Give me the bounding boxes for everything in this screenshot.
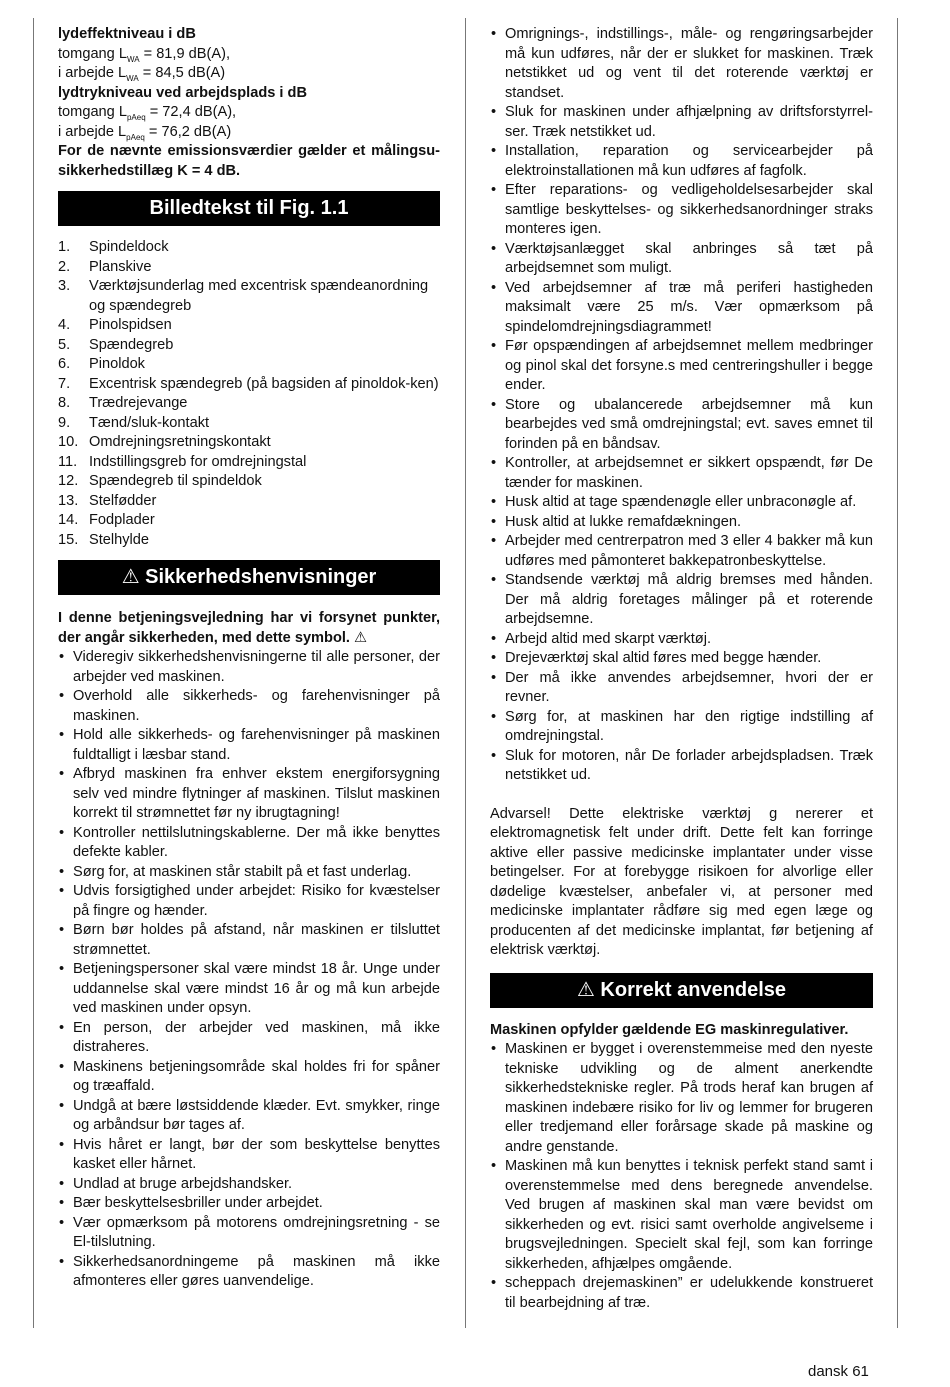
warning-triangle-icon: ⚠	[576, 978, 595, 1001]
caption-item-number: 3.	[58, 278, 71, 294]
caption-item-number: 9.	[58, 414, 71, 431]
safety-item: • Drejeværktøj skal altid føres med begge hænder.	[490, 649, 873, 669]
caption-item-number: 7.	[58, 375, 71, 392]
safety-item: • Maskinens betjeningsområde skal holdes fri for spåner og træaffald.	[58, 1058, 440, 1097]
caption-item	[58, 531, 440, 551]
caption-list	[58, 238, 440, 550]
caption-item	[58, 258, 440, 278]
safety-intro: I denne betjeningsvejledning har vi forsynet punkter, der angår sikkerheden, med dette symbol. ⚠	[58, 610, 440, 646]
caption-item-text: Planskive	[89, 258, 152, 275]
safety-item: • Kontroller, at arbejdsemnet er sikkert opspændt, før De tænder for maskinen.	[490, 454, 873, 493]
left-margin-rule	[33, 18, 34, 1328]
caption-heading: Billedtekst til Fig. 1.1	[58, 191, 440, 226]
usage-list	[490, 1040, 873, 1313]
caption-item-number: 11.	[58, 453, 78, 470]
safety-list-left	[58, 648, 440, 1292]
safety-item: • Udvis forsigtighed under arbejdet: Risiko for kvæstelser på fingre og hænder.	[58, 882, 440, 921]
right-column	[490, 25, 873, 1313]
caption-item	[58, 414, 440, 434]
caption-item-number: 6.	[58, 356, 71, 372]
caption-item-number: 5.	[58, 336, 71, 353]
caption-item-text: Spændegreb til spindeldok	[89, 473, 262, 489]
caption-item	[58, 453, 440, 473]
sound-pressure-heading: lydtrykniveau ved arbejdsplads i dB	[58, 84, 307, 101]
caption-item-number: 15.	[58, 531, 79, 548]
safety-item: • Sluk for maskinen under afhjælpning av driftsforstyrrel-ser. Træk netstikket ud.	[490, 103, 873, 142]
safety-item: • Standsende værktøj må aldrig bremses med hånden. Der må aldrig foretages målinger på et roterende arbejdsemne.	[490, 571, 873, 630]
caption-item-text: Fodplader	[89, 512, 155, 528]
safety-item: • Før opspændingen af arbejdsemnet mellem medbringer og pinol skal det forsyne.s med centreringshuller i begge ender.	[490, 337, 873, 396]
left-column	[58, 25, 440, 1292]
safety-item: • Værktøjsanlægget skal anbringes så tæt på arbejdsemnet som muligt.	[490, 240, 873, 279]
caption-item-text: Omdrejningsretningskontakt	[89, 434, 271, 450]
safety-item: • Efter reparations- og vedligeholdelsesarbejder skal samtlige beskyttelses- og sikkerhedsanordninger straks monteres igen.	[490, 181, 873, 240]
warning-triangle-icon: ⚠	[354, 629, 368, 646]
sound-pressure-work: i arbejde $L_{pAeq} = 76,2$ dB(A)	[58, 123, 232, 142]
caption-item-number: 4.	[58, 317, 71, 333]
safety-item: • Overhold alle sikkerheds- og farehenvisninger på maskinen.	[58, 687, 440, 726]
sound-power-work: i arbejde $L_{WA} = 84,5$ dB(A)	[58, 65, 226, 83]
sound-power-idle: tomgang $L_{WA} = 81,9$ dB(A),	[58, 45, 231, 64]
safety-item: • Sluk for motoren, når De forlader arbejdspladsen. Træk netstikket ud.	[490, 747, 873, 786]
safety-item: • Hvis håret er langt, bør der som beskyttelse benyttes kasket eller hårnet.	[58, 1136, 440, 1175]
caption-item-number: 8.	[58, 395, 71, 411]
safety-item: • Arbejder med centrerpatron med 3 eller 4 bakker må kun udføres med påmonteret bakkepatronbeskyttelse.	[490, 532, 873, 571]
safety-item: • Vær opmærksom på motorens omdrejningsretning - se El-tilslutning.	[58, 1214, 440, 1253]
safety-item: • En person, der arbejder ved maskinen, må ikke distraheres.	[58, 1019, 440, 1058]
center-column-rule	[465, 18, 466, 1328]
caption-item	[58, 511, 440, 531]
warning-triangle-icon: ⚠	[121, 566, 140, 588]
safety-heading: ⚠ Sikkerhedshenvisninger	[58, 560, 440, 595]
caption-item	[58, 355, 440, 375]
safety-item: • Børn bør holdes på afstand, når maskinen er tilsluttet strømnettet.	[58, 921, 440, 960]
safety-item: • Betjeningspersoner skal være mindst 18 år. Unge under uddannelse skal være mindst 16 år og må kun arbejde ved maskinen under opsyn.	[58, 960, 440, 1019]
caption-item	[58, 492, 440, 512]
caption-item-text: Pinoldok	[89, 356, 145, 372]
usage-intro: Maskinen opfylder gældende EG maskinregulativer.	[490, 1021, 849, 1038]
safety-item: • Kontroller nettilslutningskablerne. Der må ikke benyttes defekte kabler.	[58, 824, 440, 863]
caption-item-number: 2.	[58, 258, 71, 275]
caption-item	[58, 336, 440, 356]
safety-item: • Sørg for, at maskinen står stabilt på et fast underlag.	[58, 863, 440, 883]
caption-item-text: Pinolspidsen	[89, 317, 172, 333]
safety-item: • Husk altid at tage spændenøgle eller unbraconøgle af.	[490, 493, 873, 513]
safety-item: • Ved arbejdsemner af træ må periferi hastigheden maksimalt være 25 m/s. Vær opmærksom på spindelomdrejningsdiagrammet!	[490, 279, 873, 338]
emission-note: For de nævnte emissionsværdier gælder et målingsu-sikkerhedstillæg K = 4 dB.	[58, 143, 440, 179]
caption-item-text: Værktøjsunderlag med excentrisk spændeanordning og spændegreb	[89, 278, 429, 314]
safety-item: • Hold alle sikkerheds- og farehenvisninger på maskinen fuldtalligt i læsbar stand.	[58, 726, 440, 765]
caption-item-text: Stelfødder	[89, 492, 157, 509]
right-margin-rule	[897, 18, 898, 1328]
safety-item: • Videregiv sikkerhedshenvisningerne til alle personer, der arbejder ved maskinen.	[58, 648, 440, 687]
caption-item-number: 14.	[58, 512, 79, 528]
noise-data-block	[58, 25, 440, 181]
caption-item-text: Indstillingsgreb for omdrejningstal	[89, 453, 307, 470]
safety-item: • Husk altid at lukke remafdækningen.	[490, 513, 873, 533]
safety-item: • Bær beskyttelsesbriller under arbejdet.	[58, 1194, 440, 1214]
caption-item	[58, 375, 440, 395]
usage-heading: ⚠ Korrekt anvendelse	[490, 973, 873, 1008]
safety-item: • Installation, reparation og servicearbejder på elektroinstallationen må kun udføres af fagfolk.	[490, 142, 873, 181]
caption-item-number: 13.	[58, 492, 79, 509]
caption-item	[58, 394, 440, 414]
safety-item: • Omrignings-, indstillings-, måle- og rengøringsarbejder må kun udføres, når der er slukket for maskinen. Træk netstikket ud og vent til det roterende værktøj er standset.	[490, 25, 873, 103]
caption-item	[58, 238, 440, 258]
caption-item-number: 1.	[58, 239, 71, 255]
caption-item	[58, 277, 440, 316]
emf-warning-paragraph: Advarsel! Dette elektriske værktøj g nererer et elektromagnetisk felt under drift. Dette felt kan forringe aktive eller passive medicinske implantater under visse betingelser. For at forebygge risikoen for alvorlige eller dødelige kvæstelser, anbefaler vi, at personer med medicinske implantater rådføre sig med egen læge og producenten af det medicinske implantat, før betjening af elektrisk værktøj.	[490, 805, 873, 958]
caption-item-text: Spindeldock	[89, 239, 169, 255]
caption-item	[58, 433, 440, 453]
caption-item-text: Trædrejevange	[89, 395, 188, 411]
safety-item: • Undlad at bruge arbejdshandsker.	[58, 1175, 440, 1195]
caption-item-text: Excentrisk spændegreb (på bagsiden af pinoldok-ken)	[89, 375, 439, 392]
safety-item: • Store og ubalancerede arbejdsemner må kun bearbejdes ved små omdrejningstal; evt. saves emnet til forinden på en båndsav.	[490, 396, 873, 455]
safety-item: • Sørg for, at maskinen har den rigtige indstilling af omdrejningstal.	[490, 708, 873, 747]
safety-item: • Sikkerhedsanordningeme på maskinen må ikke afmonteres eller gøres uanvendelige.	[58, 1253, 440, 1292]
usage-item: • Maskinen må kun benyttes i teknisk perfekt stand samt i overenstemmelse med dens beregnede anvendelse. Ved brugen af maskinen skal man være bevidst om sikkerheden og evt. risici samt overholde angivelseme i brugsvejledningen. Specielt skal fejl, som kan forringe sikkerheden, afhjælpes omgående.	[490, 1157, 873, 1274]
caption-item	[58, 472, 440, 492]
safety-item: • Afbryd maskinen fra enhver ekstem energiforsygning selv ved mindre flytninger af maskinen. Tilslut maskinen korrekt til strømnettet før ny ibrugtagning!	[58, 765, 440, 824]
safety-item: • Undgå at bære løstsiddende klæder. Evt. smykker, ringe og arbåndsur bør tages af.	[58, 1097, 440, 1136]
safety-list-right	[490, 25, 873, 786]
caption-item-number: 10.	[58, 434, 79, 450]
safety-item: • Der må ikke anvendes arbejdsemner, hvori der er revner.	[490, 669, 873, 708]
caption-item	[58, 316, 440, 336]
sound-power-heading: lydeffektniveau i dB	[58, 26, 196, 42]
usage-item: • scheppach drejemaskinen” er udelukkende konstrueret til bearbejdning af træ.	[490, 1274, 873, 1313]
usage-item: • Maskinen er bygget i overenstemmeise med den nyeste tekniske udvikling og de alment anerkendte sikkerhedstekniske regler. På trods heraf kan brugen af maskinen indebære risiko for liv og lemmer for brugeren eller tredjemand eller forårsage skade på maskine og andre genstande.	[490, 1040, 873, 1157]
safety-item: • Arbejd altid med skarpt værktøj.	[490, 630, 873, 650]
caption-item-text: Stelhylde	[89, 531, 150, 548]
sound-pressure-idle: tomgang $L_{pAeq} = 72,4$ dB(A),	[58, 104, 237, 122]
caption-item-text: Tænd/sluk-kontakt	[89, 414, 210, 431]
page-footer: dansk 61	[808, 1363, 869, 1380]
caption-item-number: 12.	[58, 473, 79, 489]
caption-item-text: Spændegreb	[89, 336, 174, 353]
